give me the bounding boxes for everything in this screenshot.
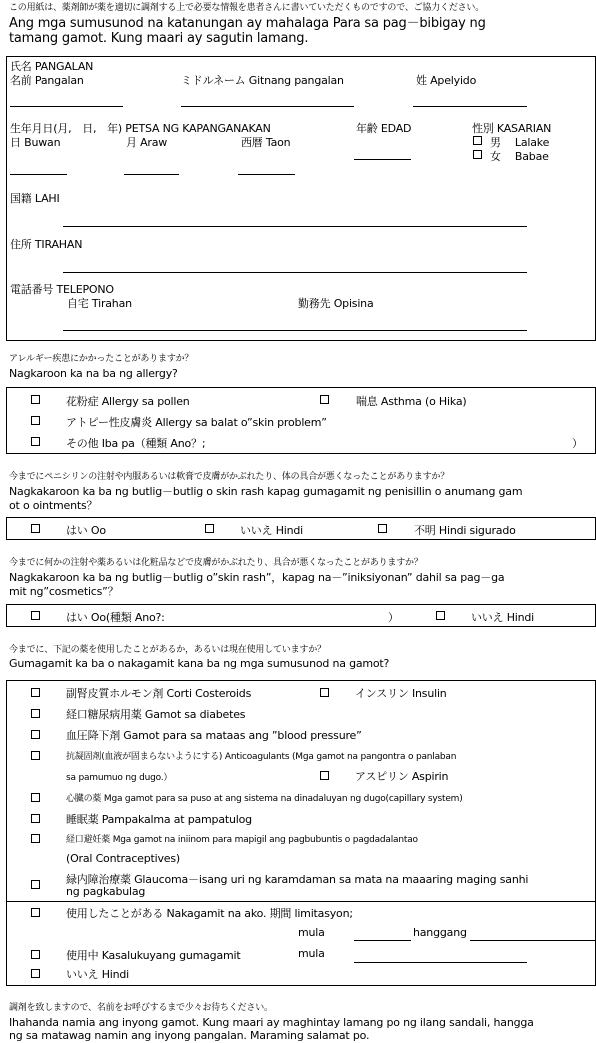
asthma-checkbox[interactable] — [320, 395, 329, 404]
used-until-label: hanggang — [413, 926, 467, 939]
glaucoma-label: 緑内障治療薬 Glaucoma－isang uri ng karamdaman sa mata na maaaring maging sanhi — [66, 873, 529, 886]
footer-line-1: Ihahanda namia ang inyong gamot. Kung maari ay maghintay lamang po ng ilang sandali, hangga — [9, 1016, 534, 1029]
pollen-label: 花粉症 Allergy sa pollen — [66, 395, 190, 408]
year-field[interactable] — [238, 174, 295, 175]
penicillin-question-jp: 今までにペニシリンの注射や内服あるいは軟膏で皮膚がかぶれたり、体の具合が悪くなったことがありますか？ — [9, 472, 450, 482]
other-allergy-label: その他 Iba pa（種類 Ano？; — [66, 437, 206, 450]
glaucoma-label-2: ng pagkabulag — [66, 885, 146, 898]
footer-note-jp: 調剤を致しますので、名前をお呼びするまで少々お待ちください。 — [9, 1003, 273, 1013]
last-name-field[interactable] — [413, 106, 527, 107]
phone-field[interactable] — [63, 330, 527, 331]
female-checkbox[interactable] — [473, 150, 482, 159]
penicillin-no-checkbox[interactable] — [205, 524, 214, 533]
medication-question: Gumagamit ka ba o nakagamit kana ba ng mga sumusunod na gamot? — [9, 657, 390, 670]
reaction-yes-checkbox[interactable] — [31, 611, 40, 620]
anticoagulant-label: 抗凝固剤(血液が固まらないようにする) Anticoagulants (Mga gamot na pangontra o panlaban — [66, 752, 457, 762]
name-section-label: 氏名 PANGALAN — [10, 60, 94, 73]
used-before-label: 使用したことがある Nakagamit na ako. 期間 limitasyon; — [66, 907, 353, 920]
corticosteroid-checkbox[interactable] — [31, 688, 40, 697]
insulin-checkbox[interactable] — [320, 688, 329, 697]
nationality-label: 国籍 LAHI — [10, 192, 60, 205]
penicillin-unknown-checkbox[interactable] — [378, 524, 387, 533]
header-note-jp: この用紙は、薬剤師が薬を適切に調剤する上で必要な情報を患者さんに書いていただくものですので、ご協力ください。 — [9, 3, 485, 13]
age-label: 年齢 EDAD — [356, 122, 412, 135]
reaction-question-line-2: mit ng”cosmetics”？ — [9, 585, 119, 598]
year-label: 西暦 Taon — [241, 136, 291, 149]
birth-label: 生年月日(月, 日, 年) PETSA NG KAPANGANAKAN — [10, 122, 271, 135]
blood-pressure-label: 血圧降下剤 Gamot para sa mataas ang ”blood pressure” — [66, 729, 362, 742]
current-from-field[interactable] — [354, 962, 527, 963]
reaction-no-checkbox[interactable] — [436, 611, 445, 620]
home-phone-label: 自宅 Tirahan — [67, 297, 132, 310]
asthma-label: 喘息 Asthma (o Hika) — [356, 395, 467, 408]
reaction-question-jp: 今までに何かの注射や薬あるいは化粧品などで皮膚がかぶれたり、具合が悪くなったことがありますか？ — [9, 558, 423, 568]
first-name-label: 名前 Pangalan — [10, 74, 84, 87]
header-line-2: tamang gamot. Kung maari ay sagutin lamang. — [9, 31, 309, 46]
penicillin-unknown-label: 不明 Hindi sigurado — [414, 524, 516, 537]
office-phone-label: 勤務先 Opisina — [298, 297, 374, 310]
corticosteroid-label: 副腎皮質ホルモン剤 Corti Costeroids — [66, 687, 252, 700]
address-label: 住所 TIRAHAN — [10, 238, 83, 251]
sleeping-pill-checkbox[interactable] — [31, 814, 40, 823]
age-field[interactable] — [354, 159, 411, 160]
female-label: 女 Babae — [490, 150, 549, 163]
used-before-checkbox[interactable] — [31, 908, 40, 917]
header-line-1: Ang mga sumusunod na katanungan ay mahalaga Para sa pag－bibigay ng — [9, 16, 486, 31]
contraceptive-label: 経口避妊薬 Mga gamot na iniinom para mapigil ang pagbubuntis o pagdadalantao — [66, 835, 418, 845]
penicillin-yes-label: はい Oo — [66, 524, 106, 537]
never-used-label: いいえ Hindi — [66, 968, 130, 981]
diabetes-label: 経口糖尿病用薬 Gamot sa diabetes — [66, 708, 246, 721]
penicillin-question-line-2: ot o ointments？ — [9, 499, 98, 512]
anticoagulant-label-2: sa pamumuo ng dugo.） — [66, 773, 173, 783]
contraceptive-checkbox[interactable] — [31, 834, 40, 843]
medication-question-jp: 今までに、下記の薬を使用したことがあるか，あるいは現在使用していますか？ — [9, 645, 326, 655]
currently-using-checkbox[interactable] — [31, 950, 40, 959]
heart-med-label: 心臓の薬 Mga gamot para sa puso at ang sistema na dinadaluyan ng dugo(capillary system) — [66, 794, 463, 804]
middle-name-field[interactable] — [181, 106, 354, 107]
reaction-yes-close: ） — [388, 611, 399, 624]
used-until-field[interactable] — [470, 940, 596, 941]
reaction-no-label: いいえ Hindi — [471, 611, 535, 624]
currently-using-label: 使用中 Kasalukuyang gumagamit — [66, 949, 241, 962]
middle-name-label: ミドルネーム Gitnang pangalan — [181, 74, 344, 87]
allergy-question: Nagkaroon ka na ba ng allergy? — [9, 367, 178, 380]
reaction-yes-label: はい Oo(種類 Ano?: — [66, 611, 165, 624]
other-allergy-close: ） — [572, 437, 583, 450]
used-from-field[interactable] — [354, 940, 411, 941]
never-used-checkbox[interactable] — [31, 969, 40, 978]
contraceptive-label-2: (Oral Contraceptives) — [66, 852, 180, 865]
reaction-question-line-1: Nagkakaroon ka ba ng butlig－butlig o”skin rash”，kapag na－”iniksiyonan” dahil sa pag－ga — [9, 571, 505, 584]
footer-line-2: ng sa matawag namin ang inyong pangalan. Maraming salamat po. — [9, 1029, 370, 1042]
first-name-field[interactable] — [10, 106, 123, 107]
sleeping-pill-label: 睡眠薬 Pampakalma at pampatulog — [66, 813, 252, 826]
phone-label: 電話番号 TELEPONO — [10, 283, 114, 296]
insulin-label: インスリン Insulin — [355, 687, 447, 700]
atopic-label: アトピー性皮膚炎 Allergy sa balat o”skin problem” — [66, 416, 327, 429]
month-label: 月 Araw — [126, 136, 168, 149]
allergy-question-jp: アレルギー疾患にかかったことがありますか？ — [9, 354, 194, 364]
day-field[interactable] — [10, 174, 67, 175]
penicillin-question-line-1: Nagkakaroon ka ba ng butlig－butlig o skin rash kapag gumagamit ng penisillin o anumang gam — [9, 485, 523, 498]
male-label: 男 Lalake — [490, 136, 550, 149]
last-name-label: 姓 Apelyido — [416, 74, 477, 87]
penicillin-yes-checkbox[interactable] — [31, 524, 40, 533]
pollen-checkbox[interactable] — [31, 395, 40, 404]
medication-divider — [6, 901, 596, 902]
aspirin-label: アスピリン Aspirin — [355, 770, 449, 783]
heart-med-checkbox[interactable] — [31, 793, 40, 802]
anticoagulant-checkbox[interactable] — [31, 751, 40, 760]
aspirin-checkbox[interactable] — [320, 771, 329, 780]
address-field[interactable] — [63, 272, 527, 273]
blood-pressure-checkbox[interactable] — [31, 730, 40, 739]
sex-label: 性別 KASARIAN — [472, 122, 552, 135]
penicillin-no-label: いいえ Hindi — [240, 524, 304, 537]
current-from-label: mula — [298, 947, 325, 960]
day-label: 日 Buwan — [10, 136, 61, 149]
nationality-field[interactable] — [63, 226, 527, 227]
atopic-checkbox[interactable] — [31, 416, 40, 425]
month-field[interactable] — [124, 174, 179, 175]
male-checkbox[interactable] — [473, 136, 482, 145]
used-from-label: mula — [298, 926, 325, 939]
glaucoma-checkbox[interactable] — [31, 880, 40, 889]
diabetes-checkbox[interactable] — [31, 709, 40, 718]
other-allergy-checkbox[interactable] — [31, 437, 40, 446]
